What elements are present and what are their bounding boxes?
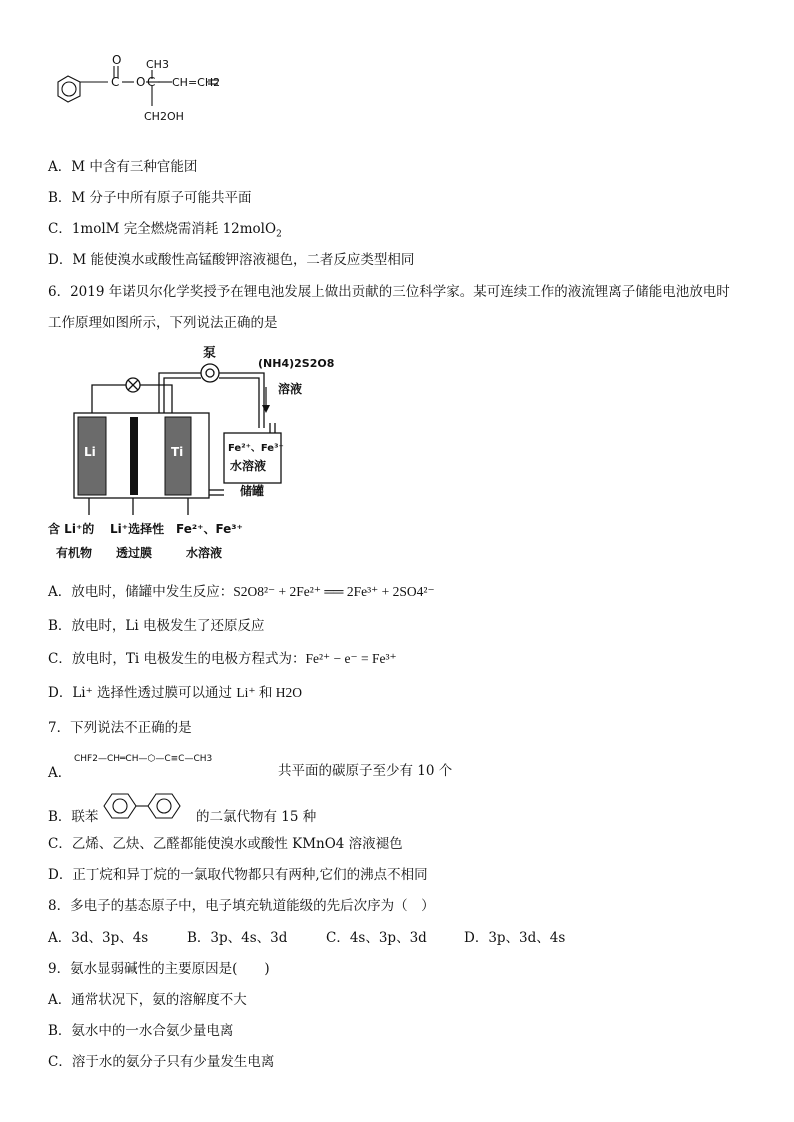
q5-option-c-subscript: 2 — [276, 229, 282, 240]
q8-option-c: C．4s、3p、3d — [326, 930, 427, 946]
label-aqueous-line2: 水溶液 — [186, 546, 223, 560]
pump-symbol — [201, 364, 219, 382]
storage-tank — [224, 433, 281, 483]
q9-option-c: C．溶于水的氨分子只有少量发生电离 — [48, 1054, 275, 1070]
battery-diagram — [48, 343, 348, 565]
q6-option-c-equation: Fe²⁺ − e⁻ = Fe³⁺ — [305, 651, 397, 666]
q6-option-a-text: A．放电时，储罐中发生反应： — [48, 584, 234, 600]
ch2oh-label: CH2OH — [144, 110, 184, 123]
q7-option-a-structure: CHF2—CH═CH—⬡—C≡C—CH3 — [74, 754, 213, 764]
carbonyl-o-label: O — [112, 53, 122, 67]
q7-option-d: D．正丁烷和异丁烷的一氯取代物都只有两种,它们的沸点不相同 — [48, 867, 428, 883]
q6-option-c-text: C．放电时，Ti 电极发生的电极方程式为： — [48, 651, 306, 667]
label-membrane-line1: Li⁺选择性 — [110, 522, 165, 536]
ester-o-label: O — [136, 75, 146, 89]
ti-electrode-label: Ti — [171, 445, 184, 459]
pump-label: 泵 — [203, 346, 217, 361]
reagent-label: (NH4)2S2O8 — [258, 357, 335, 370]
q6-option-c — [48, 650, 397, 668]
q9-option-b: B．氨水中的一水合氨少量电离 — [48, 1023, 234, 1039]
tank-solution-label: 水溶液 — [230, 459, 267, 473]
q6-option-d-species: Li⁺ 和 H2O — [236, 685, 302, 700]
q7-option-a-label: A． — [48, 765, 72, 781]
q6-option-b: B．放电时，Li 电极发生了还原反应 — [48, 618, 265, 634]
vinyl-label: CH=CH2 — [172, 76, 221, 89]
q9-stem: 9．氨水显弱碱性的主要原因是( ) — [48, 961, 270, 977]
q5-option-d: D．M 能使溴水或酸性高锰酸钾溶液褪色，二者反应类型相同 — [48, 252, 415, 268]
q5-option-a: A．M 中含有三种官能团 — [48, 159, 198, 175]
q8-stem: 8．多电子的基态原子中，电子填充轨道能级的先后次序为（ ） — [48, 898, 435, 914]
q7-stem: 7．下列说法不正确的是 — [48, 720, 192, 736]
q8-option-b: B．3p、4s、3d — [187, 930, 288, 946]
tank-label: 储罐 — [240, 484, 265, 498]
q5-option-c-text: C．1molM 完全燃烧需消耗 12molO — [48, 221, 277, 237]
molecule-m-structure — [48, 52, 248, 132]
label-membrane-line2: 透过膜 — [116, 546, 153, 560]
ch3-label: CH3 — [146, 58, 169, 71]
ester-c-label: C — [111, 75, 120, 89]
quat-c-label: C — [147, 75, 156, 89]
membrane — [130, 417, 138, 495]
q5-option-c — [48, 220, 282, 244]
label-aqueous-line1: Fe²⁺、Fe³⁺ — [176, 522, 243, 536]
tank-ions-label: Fe²⁺、Fe³⁺ — [228, 443, 284, 454]
q6-option-a-equation: S2O8²⁻ + 2Fe²⁺ ══ 2Fe³⁺ + 2SO4²⁻ — [233, 584, 435, 599]
q6-option-d-text: Li⁺ 选择性透过膜可以通过 — [72, 685, 233, 701]
q6-option-d — [48, 684, 302, 702]
solution-label: 溶液 — [278, 382, 303, 396]
q6-stem-line2: 工作原理如图所示，下列说法正确的是 — [48, 315, 278, 331]
q5-option-b: B．M 分子中所有原子可能共平面 — [48, 190, 252, 206]
q7-option-a-text: 共平面的碳原子至少有 10 个 — [278, 763, 453, 779]
label-organic-line2: 有机物 — [56, 546, 93, 560]
q7-option-c: C．乙烯、乙炔、乙醛都能使溴水或酸性 KMnO4 溶液褪色 — [48, 836, 403, 852]
li-electrode-label: Li — [84, 445, 96, 459]
q8-option-d: D．3p、3d、4s — [464, 930, 566, 946]
benzene-ring — [58, 76, 80, 102]
q7-option-b-text: 的二氯代物有 15 种 — [196, 809, 317, 825]
biphenyl-structure — [100, 788, 188, 824]
label-organic-line1: 含 Li⁺的 — [48, 522, 95, 536]
q6-stem-line1: 6．2019 年诺贝尔化学奖授予在锂电池发展上做出贡献的三位科学家。某可连续工作的液流锂离子储能电池放电时 — [48, 284, 730, 300]
q6-option-a — [48, 583, 435, 601]
q6-option-d-label: D． — [48, 685, 73, 701]
q8-option-a: A．3d、3p、4s — [48, 930, 149, 946]
q9-option-a: A．通常状况下，氨的溶解度不大 — [48, 992, 247, 1008]
q7-option-b-label: B．联苯 — [48, 809, 99, 825]
